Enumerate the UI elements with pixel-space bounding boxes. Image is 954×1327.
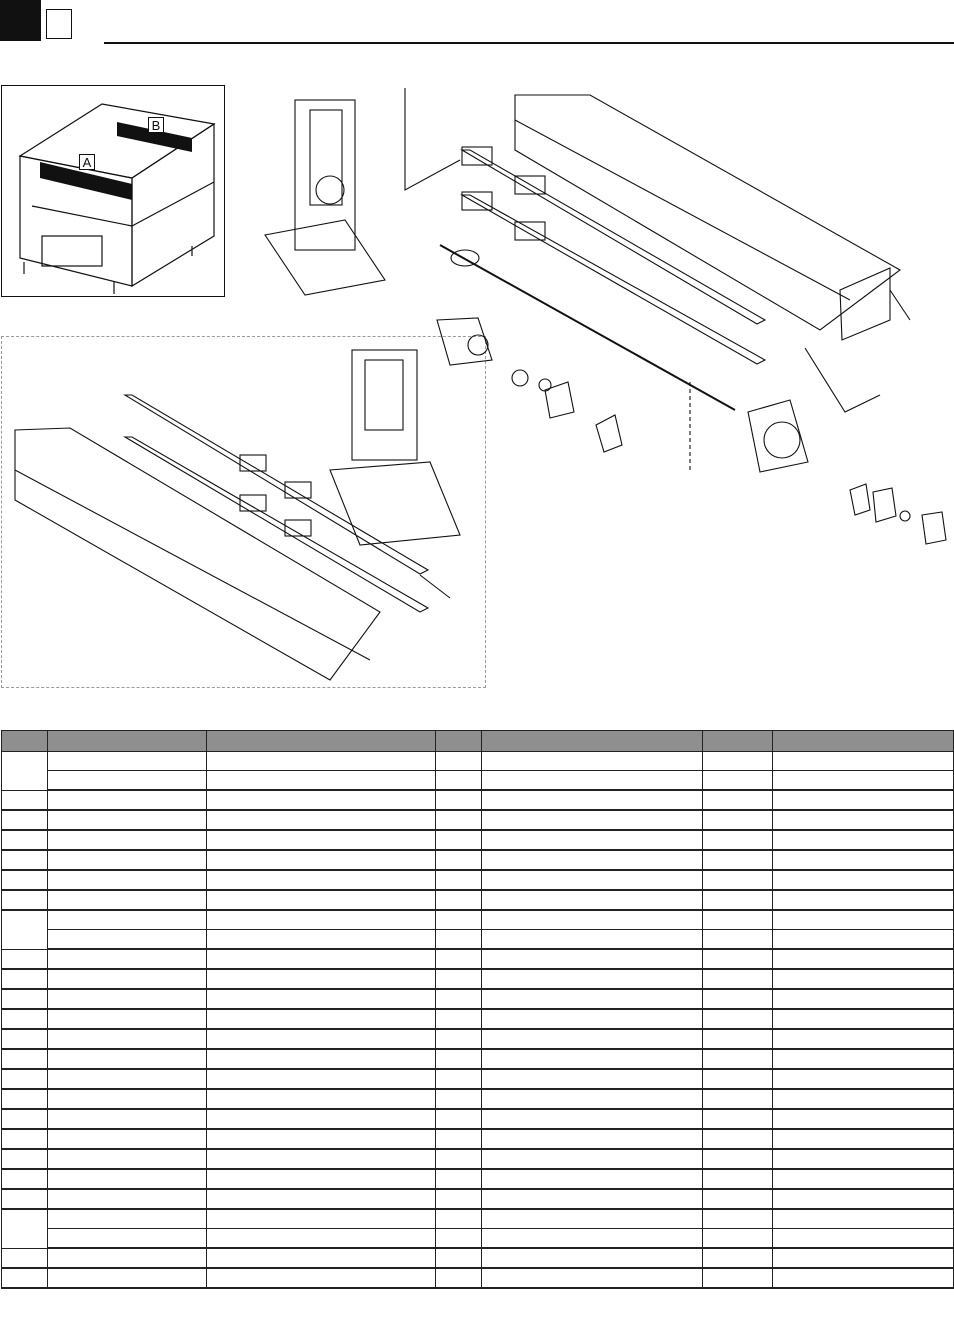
header-cell [207,731,436,752]
table-row [2,1069,954,1089]
table-row [2,949,954,969]
table-row [2,910,954,930]
marker-b: B [148,117,164,133]
table-row [2,1029,954,1049]
table-row [2,752,954,771]
table-row [2,790,954,810]
table-row [2,1268,954,1288]
parts-list-table [1,730,954,1289]
marker-a: A [79,154,95,170]
table-row [2,1129,954,1149]
machine-overview-drawing [2,86,226,298]
machine-overview-picture [1,85,225,297]
section-tab-black [0,0,41,41]
section-tab-box [46,9,72,39]
table-row [2,830,954,850]
header-cell [482,731,703,752]
table-row [2,969,954,989]
table-header-row [2,731,954,752]
table-row [2,1169,954,1189]
table-row [2,1229,954,1249]
table-row [2,1109,954,1129]
header-rule [104,42,954,44]
header-cell [2,731,48,752]
table-row [2,890,954,910]
detail-region-b [1,336,486,688]
table-row [2,1248,954,1268]
table-row [2,1149,954,1169]
header-cell [703,731,773,752]
table-row [2,850,954,870]
table-row [2,1089,954,1109]
header-cell [48,731,207,752]
header-cell [436,731,482,752]
table-row [2,1009,954,1029]
table-row [2,1049,954,1069]
table-row [2,771,954,791]
table-row [2,930,954,950]
table-row [2,810,954,830]
header-cell [773,731,954,752]
table-row [2,1209,954,1229]
table-row [2,989,954,1009]
table-row [2,1189,954,1209]
table-row [2,870,954,890]
